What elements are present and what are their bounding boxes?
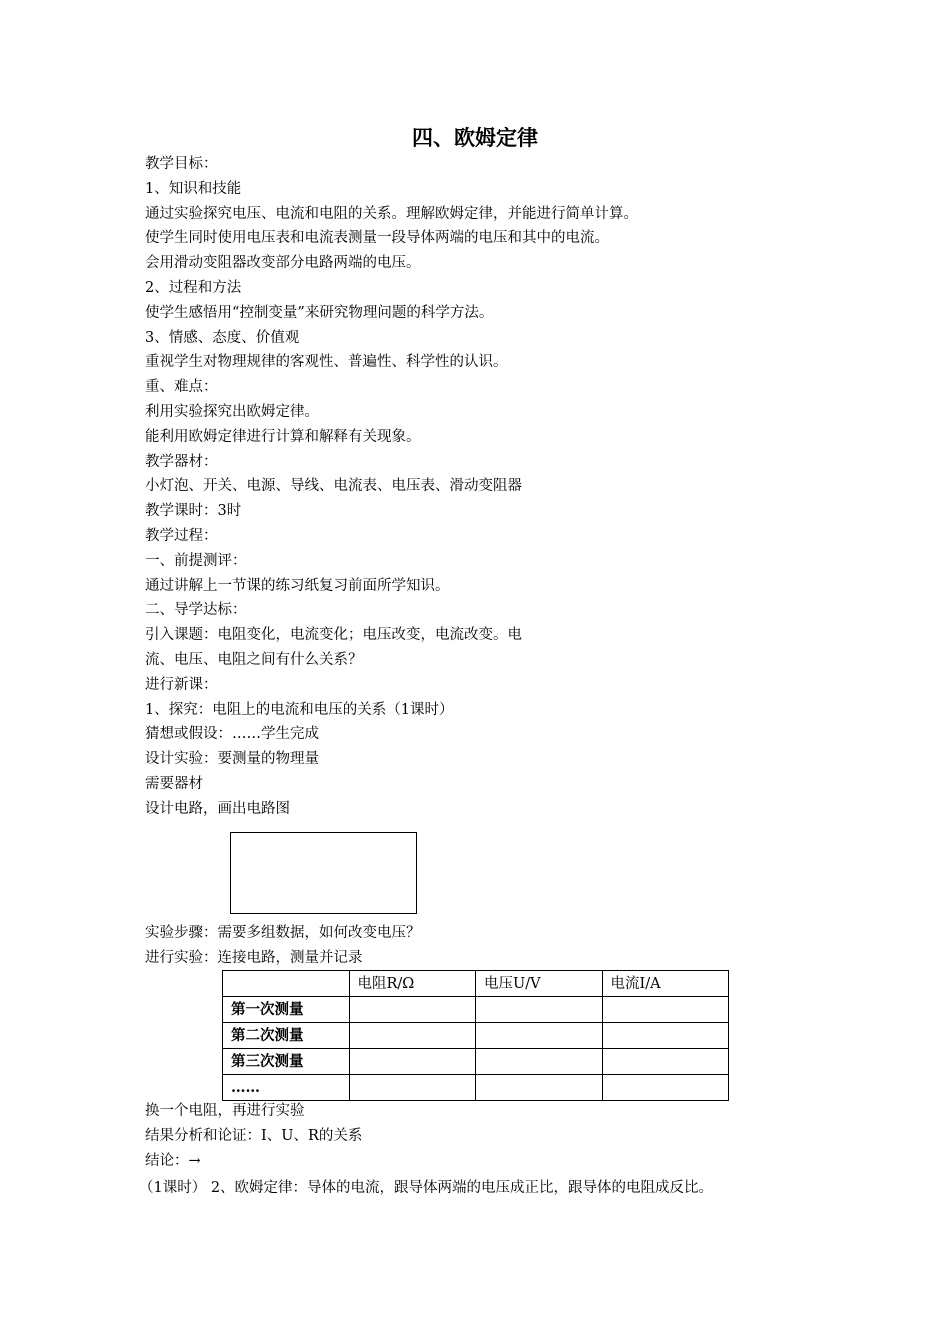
- table-header-cell: 电压U/V: [476, 971, 603, 997]
- text-line: 重视学生对物理规律的客观性、普遍性、科学性的认识。: [145, 354, 508, 371]
- text-line: 教学目标：: [145, 156, 218, 172]
- text-line: 利用实验探究出欧姆定律。: [145, 403, 319, 420]
- table-cell: [602, 1023, 729, 1049]
- text-line: 1、知识和技能: [145, 180, 242, 197]
- table-cell: [349, 997, 476, 1023]
- table-cell: [349, 1023, 476, 1049]
- body-text-section-3: [145, 1099, 835, 1174]
- text-line: 进行新课：: [145, 676, 218, 693]
- text-line: （1课时） 2、欧姆定律：导体的电流，跟导体两端的电压成正比，跟导体的电阻成反比。: [139, 1180, 714, 1196]
- text-line: 进行实验：连接电路，测量并记录: [145, 950, 363, 966]
- text-line: 3、情感、态度、价值观: [145, 329, 300, 346]
- text-line: 结论：→: [145, 1153, 201, 1169]
- text-line: 二、导学达标：: [145, 602, 247, 619]
- table-row: [223, 1023, 729, 1049]
- text-line: 引入课题：电阻变化，电流变化；电压改变，电流改变。电: [145, 627, 522, 644]
- table-cell: [602, 997, 729, 1023]
- text-line: 设计实验：要测量的物理量: [145, 751, 319, 768]
- text-line: 实验步骤：需要多组数据，如何改变电压？: [145, 925, 421, 941]
- table-cell: [476, 1049, 603, 1075]
- table-cell: [476, 1023, 603, 1049]
- table-header-cell: [223, 971, 350, 997]
- table-row-label: ……: [223, 1075, 350, 1101]
- text-line: 使学生同时使用电压表和电流表测量一段导体两端的电压和其中的电流。: [145, 230, 609, 247]
- circuit-diagram-box: [230, 832, 417, 914]
- table-row: [223, 1075, 729, 1101]
- text-line: 结果分析和论证：I、U、R的关系: [145, 1128, 363, 1144]
- text-line: 需要器材: [145, 775, 203, 792]
- table-cell: [349, 1049, 476, 1075]
- table-row: [223, 1049, 729, 1075]
- table-row-label: 第二次测量: [223, 1023, 350, 1049]
- text-line: 2、过程和方法: [145, 279, 242, 296]
- table-cell: [602, 1049, 729, 1075]
- text-line: 通过讲解上一节课的练习纸复习前面所学知识。: [145, 577, 450, 594]
- text-line: 流、电压、电阻之间有什么关系？: [145, 651, 363, 668]
- table-row-label: 第三次测量: [223, 1049, 350, 1075]
- table-header-row: [223, 971, 729, 997]
- table-row: [223, 997, 729, 1023]
- body-text-section-2: [145, 921, 835, 971]
- table-cell: [349, 1075, 476, 1101]
- text-line: 会用滑动变阻器改变部分电路两端的电压。: [145, 255, 421, 272]
- body-text-section-1: [145, 152, 835, 822]
- text-line: 教学过程：: [145, 527, 218, 544]
- table-header-cell: 电流I/A: [602, 971, 729, 997]
- text-line: 使学生感悟用“控制变量”来研究物理问题的科学方法。: [145, 304, 494, 321]
- text-line: 教学课时：3时: [145, 503, 242, 520]
- text-line: 设计电路，画出电路图: [145, 800, 290, 817]
- text-line: 1、探究：电阻上的电流和电压的关系（1课时）: [145, 701, 454, 718]
- text-line: 重、难点：: [145, 379, 218, 396]
- text-line: 能利用欧姆定律进行计算和解释有关现象。: [145, 428, 421, 445]
- text-line: 一、前提测评：: [145, 552, 247, 569]
- text-line: 小灯泡、开关、电源、导线、电流表、电压表、滑动变阻器: [145, 478, 522, 495]
- text-line: 猜想或假设：……学生完成: [145, 726, 319, 743]
- table-row-label: 第一次测量: [223, 997, 350, 1023]
- table-header-cell: 电阻R/Ω: [349, 971, 476, 997]
- page-title: 四、欧姆定律: [412, 125, 538, 150]
- text-line: 通过实验探究电压、电流和电阻的关系。理解欧姆定律，并能进行简单计算。: [145, 205, 638, 222]
- table-cell: [602, 1075, 729, 1101]
- table-cell: [476, 997, 603, 1023]
- text-line: 教学器材：: [145, 453, 218, 470]
- table-cell: [476, 1075, 603, 1101]
- measurement-table: [222, 970, 729, 1101]
- text-line: 换一个电阻，再进行实验: [145, 1103, 305, 1119]
